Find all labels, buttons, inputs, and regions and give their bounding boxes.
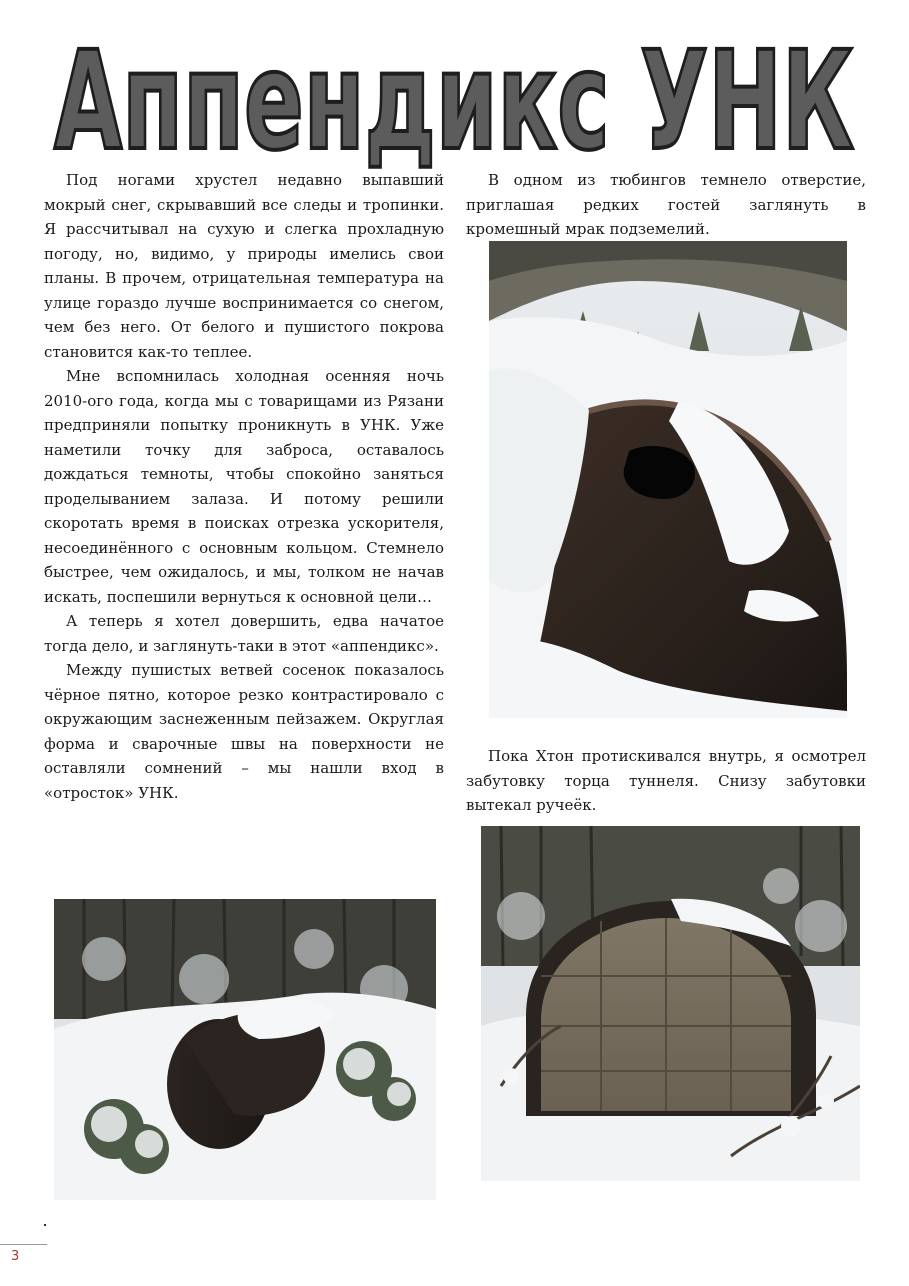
page-headline xyxy=(40,20,869,170)
headline-graphic xyxy=(40,20,869,170)
photo-tunnel-hole xyxy=(489,241,847,718)
photo-tunnel-entrance xyxy=(54,899,436,1200)
paragraph: Пока Хтон протискивался внутрь, я осмотрел забутовку торца туннеля. Снизу забутовки вытекал ручеёк. xyxy=(466,747,866,814)
paragraph: В одном из тюбингов темнело отверстие, приглашая редких гостей заглянуть в кромешный мрак подземелий. xyxy=(466,171,866,238)
stray-dot xyxy=(44,1224,46,1226)
headline-text: Аппендикс УНК xyxy=(54,23,854,170)
paragraph: Мне вспомнилась холодная осенняя ночь 2010-ого года, когда мы с товарищами из Рязани предприняли попытку проникнуть в УНК. Уже наметили точку для заброса, оставалось дождаться темноты, чтобы спокойно заняться проделыванием залаза. И потому решили скоротать время в поисках отрезка ускорителя, несоединённого с основным кольцом. Стемнело быстрее, чем ожидалось, и мы, толком не начав искать, поспешили вернуться к основной цели… xyxy=(44,367,444,606)
footer-rule xyxy=(0,1244,47,1245)
paragraph: А теперь я хотел довершить, едва начатое тогда дело, и заглянуть-таки в этот «аппендикс». xyxy=(44,612,444,655)
page-number: 3 xyxy=(11,1249,20,1264)
right-column-top xyxy=(466,168,866,242)
photo-tunnel-plug xyxy=(481,826,860,1181)
left-column xyxy=(44,168,444,805)
paragraph: Между пушистых ветвей сосенок показалось чёрное пятно, которое резко контрастировало с окружающим заснеженным пейзажем. Округлая форма и сварочные швы на поверхности не оставляли сомнений – мы нашли вход в «отросток» УНК. xyxy=(44,661,444,802)
right-column-middle xyxy=(466,744,866,818)
paragraph: Под ногами хрустел недавно выпавший мокрый снег, скрывавший все следы и тропинки. Я рассчитывал на сухую и слегка прохладную погоду, но, видимо, у природы имелись свои планы. В прочем, отрицательная температура на улице гораздо лучше воспринимается со снегом, чем без него. От белого и пушистого покрова становится как-то теплее. xyxy=(44,171,444,361)
